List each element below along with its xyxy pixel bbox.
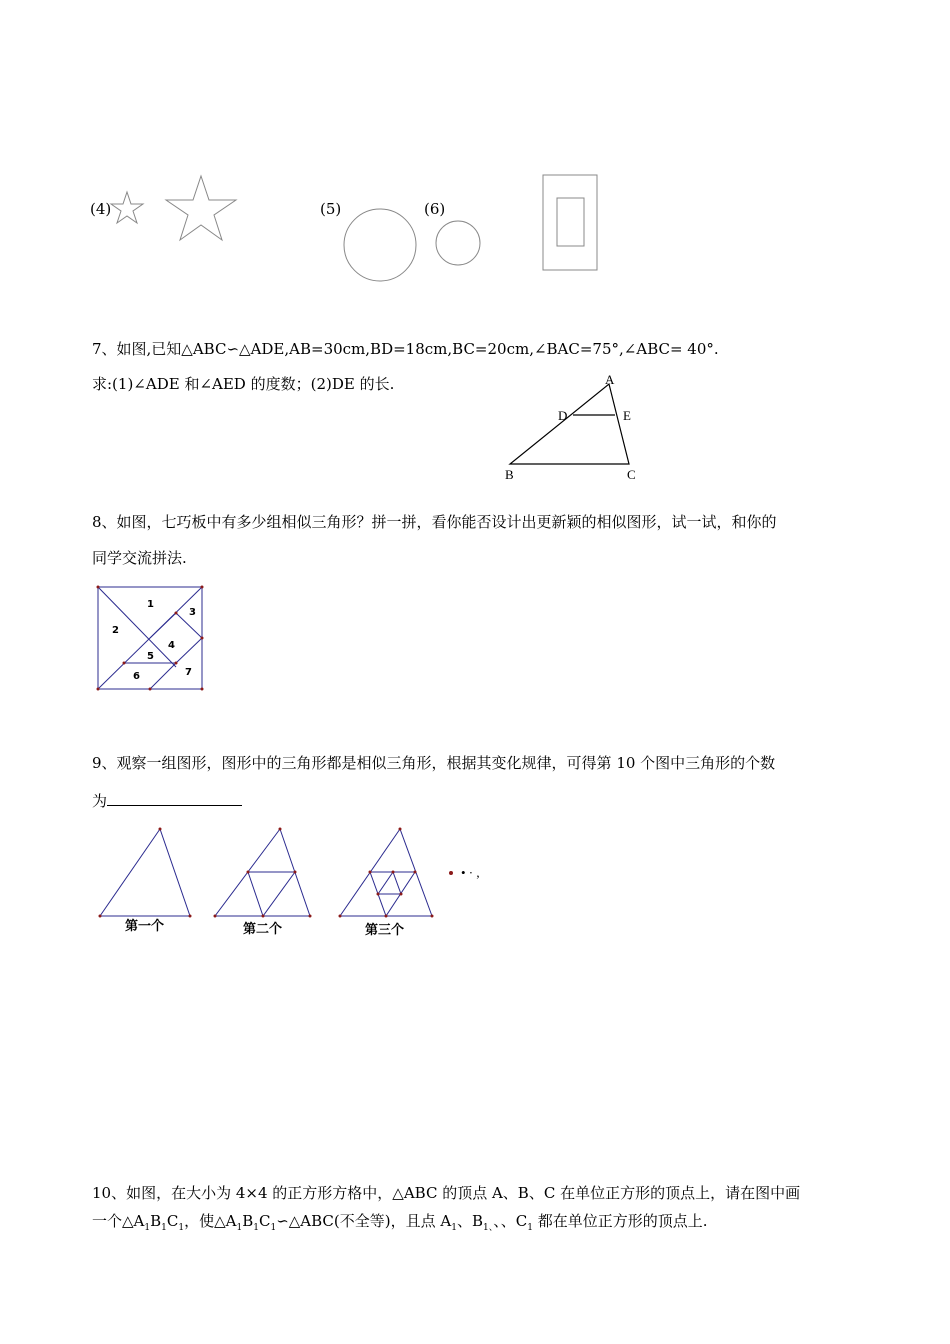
large-circle-icon: [344, 209, 416, 281]
tangram-piece-7: 7: [185, 667, 192, 678]
point-b-label: B: [505, 467, 514, 482]
tangram-piece-4: 4: [168, 640, 175, 651]
caption-second: 第二个: [243, 922, 283, 937]
caption-first: 第一个: [125, 919, 165, 934]
sequence-ellipsis: • · ,: [461, 865, 480, 880]
q7-line1: 7、如图,已知△ABC∽△ADE,AB=30cm,BD=18cm,BC=20cm,∠BAC=75°,∠ABC= 40°.: [92, 340, 719, 358]
tangram-piece-6: 6: [133, 671, 140, 682]
q8-line2: 同学交流拼法.: [92, 549, 187, 567]
shape-label-5: (5): [320, 200, 342, 218]
tangram-piece-5: 5: [147, 651, 154, 662]
caption-third: 第三个: [365, 923, 405, 938]
small-star-icon: [111, 192, 143, 223]
outer-rectangle-icon: [543, 175, 597, 270]
answer-blank[interactable]: [107, 791, 242, 806]
q10-line2: 一个$\triangle A_1B_1C_1$，使$\triangle A_1B_1C_1∽\triangle ABC$(不全等)，且点 $A_1$、$B_{1、}$、、$C_1$ 都在单位正方形的顶点上.: [92, 1212, 708, 1233]
q10-line1: 10、如图，在大小为 4×4 的正方形方格中，△ABC 的顶点 A、B、C 在单位正方形的顶点上，请在图中画: [92, 1184, 801, 1202]
tangram-piece-3: 3: [189, 607, 196, 618]
shape-label-6: (6): [424, 200, 446, 218]
point-d-label: D: [558, 408, 568, 423]
triangle-sequence-figure: [95, 822, 505, 942]
tangram-piece-1: 1: [147, 599, 154, 610]
circles-and-rects-figure: [340, 170, 610, 285]
tangram-figure: [92, 580, 212, 695]
point-e-label: E: [623, 408, 631, 423]
point-c-label: C: [627, 467, 636, 482]
small-circle-icon: [436, 221, 480, 265]
q7-triangle-figure: [500, 370, 650, 485]
tangram-piece-2: 2: [112, 625, 119, 636]
q8-line1: 8、如图，七巧板中有多少组相似三角形？拼一拼，看你能否设计出更新颖的相似图形，试一试，和你的: [92, 513, 777, 531]
shape-label-4: (4): [90, 200, 112, 218]
large-star-icon: [166, 176, 236, 240]
stars-figure: [105, 170, 245, 250]
q9-line2-prefix: 为: [92, 792, 108, 810]
point-a-label: A: [605, 372, 615, 387]
q9-line1: 9、观察一组图形，图形中的三角形都是相似三角形，根据其变化规律，可得第 10 个图中三角形的个数: [92, 754, 776, 772]
q9-line2: [92, 790, 242, 811]
q7-line2: 求:(1)∠ADE 和∠AED 的度数；(2)DE 的长.: [92, 375, 395, 393]
inner-rectangle-icon: [557, 198, 584, 246]
triangle-abc: [510, 384, 629, 464]
